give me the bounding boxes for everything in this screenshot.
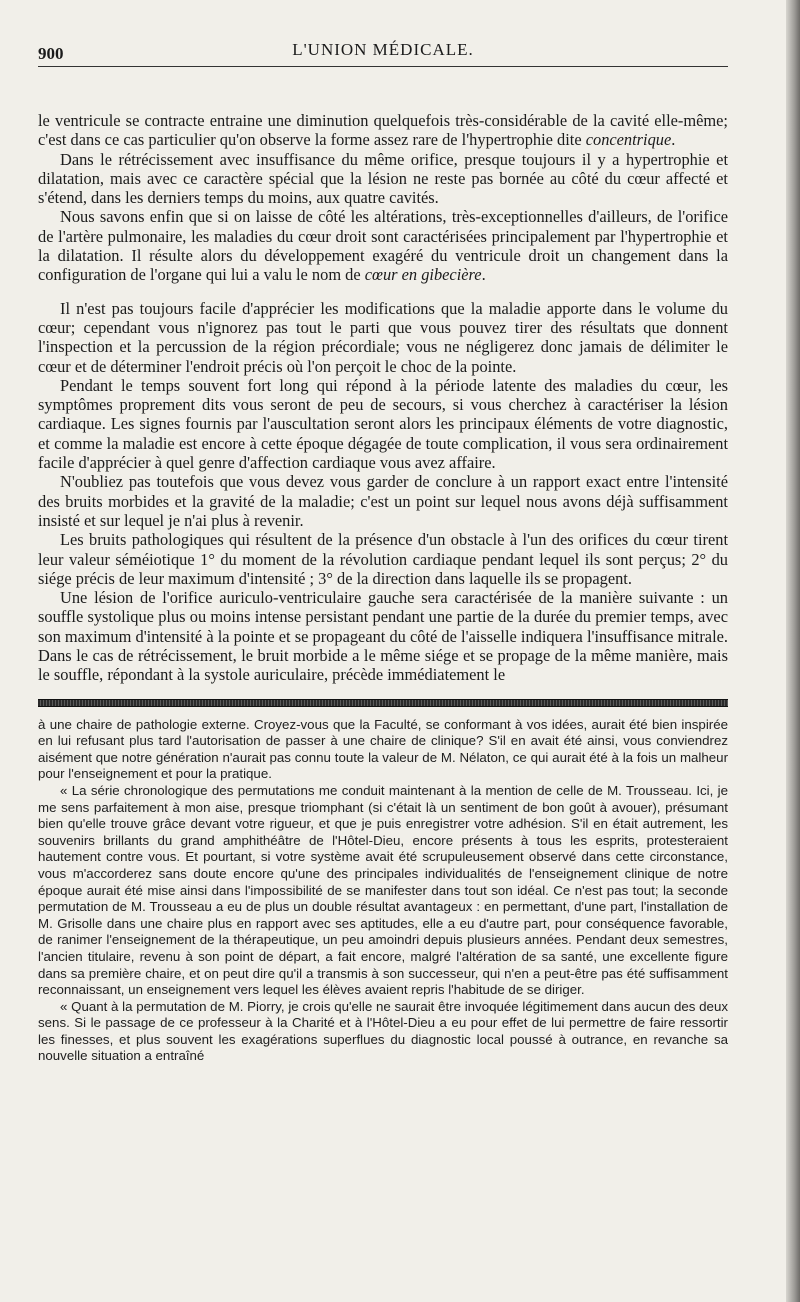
- paragraph-5: Pendant le temps souvent fort long qui répond à la période latente des maladies du cœur, les symptômes proprement dits vous seront de peu de secours, si vous cherchez à caractériser la lésion cardiaque. Les signes fournis par l'auscultation seront alors les principaux éléments de votre diagnostic, et comme la maladie est encore à cette époque dégagée de toute complication, il vous sera ordinairement facile d'apprécier à quel genre d'affection cardiaque vous avez affaire.: [38, 375, 728, 473]
- paragraph-6: N'oubliez pas toutefois que vous devez vous garder de conclure à un rapport exact entre l'intensité des bruits morbides et la gravité de la maladie; c'est un point sur lequel nous avons déjà suffisamment insisté et sur lequel je n'ai plus à revenir.: [38, 472, 728, 530]
- paragraph-1-italic: concentrique: [585, 130, 672, 150]
- footnote-separator: [38, 699, 728, 707]
- footnotes: [38, 717, 728, 1065]
- footnote-paragraph-1: à une chaire de pathologie externe. Croyez-vous que la Faculté, se conformant à vos idées, aurait été bien inspirée en lui refusant plus tard l'autorisation de passer à une chaire de clinique? S'il en avait été ainsi, vous conviendrez aisément que notre génération n'aurait pas connu toute la valeur de M. Nélaton, ce qui aurait été à la fois un malheur pour l'enseignement et pour la pratique.: [38, 716, 728, 782]
- paragraph-7: Les bruits pathologiques qui résultent de la présence d'un obstacle à l'un des orifices du cœur tirent leur valeur séméiotique 1° du moment de la révolution cardiaque pendant lequel ils sont perçus; 2° du siége précis de leur maximum d'intensité ; 3° de la direction dans laquelle ils se propagent.: [38, 530, 728, 588]
- paragraph-8: Une lésion de l'orifice auriculo-ventriculaire gauche sera caractérisée de la manière suivante : un souffle systolique plus ou moins intense persistant pendant une partie de la durée du premier temps, avec son maximum d'intensité à la pointe et se propageant du côté de l'aisselle indiquera l'insuffisance mitrale. Dans le cas de rétrécissement, le bruit morbide a le même siége et se propage de la même manière, mais le souffle, répondant à la systole auriculaire, précède immédiatement le: [38, 588, 728, 685]
- paragraph-1: [38, 111, 728, 150]
- paragraph-2: Dans le rétrécissement avec insuffisance du même orifice, presque toujours il y a hypertrophie et dilatation, mais avec ce caractère spécial que la lésion ne reste pas bornée au côté du cœur affecté et s'étend, dans les derniers temps du moins, aux quatre cavités.: [38, 149, 728, 208]
- paragraph-1-text: le ventricule se contracte entraine une diminution quelquefois très-considérable de la cavité elle-même; c'est dans ce cas particulier qu'on observe la forme assez rare de l'hypertrophie dite: [38, 111, 728, 150]
- paragraph-3-italic: cœur en gibecière: [364, 265, 482, 285]
- paragraph-4: Il n'est pas toujours facile d'apprécier les modifications que la maladie apporte dans le volume du cœur; cependant vous n'ignorez pas tout le parti que vous pouvez tirer des résultats que donnent l'inspection et la percussion de la région précordiale; vous ne négligerez donc jamais de délimiter le cœur et de déterminer l'endroit précis où l'on perçoit le choc de la pointe.: [38, 298, 728, 376]
- journal-title: L'UNION MÉDICALE.: [292, 40, 474, 59]
- paragraph-3-end: .: [481, 265, 486, 285]
- page-header: [38, 36, 728, 67]
- footnote-paragraph-3: « Quant à la permutation de M. Piorry, je crois qu'elle ne saurait être invoquée légitimement dans aucun des deux sens. Si le passage de ce professeur à la Charité et à l'Hôtel-Dieu a eu pour effet de lui permettre de faire ressortir les finesses, et plus souvent les exagérations superflues du diagnostic local poussé à outrance, en revanche sa nouvelle situation a entraîné: [38, 998, 728, 1064]
- footnote-paragraph-2: « La série chronologique des permutations me conduit maintenant à la mention de celle de M. Trousseau. Ici, je me sens parfaitement à mon aise, presque triomphant (si c'était là un sentiment de bon goût à avouer), présumant bien qu'elle trouve grâce devant votre rigueur, et que je puis enregistrer votre adhésion. S'il en était autrement, les souvenirs brillants du grand amphithéâtre de l'Hôtel-Dieu, encore présents à tous les esprits, protesteraient hautement contre vous. Et pourtant, si votre système avait été scrupuleusement observé dans cette circonstance, vous m'accorderez sans doute encore qu'une des principales individualités de l'enseignement clinique de notre époque aurait été mise ainsi dans l'impossibilité de se manifester dans tout son idéal. Ce n'est pas tout; la seconde permutation de M. Trousseau a eu de plus un double résultat avantageux : en permettant, d'une part, l'installation de M. Grisolle dans une chaire plus en rapport avec ses aptitudes, elle a eu d'autre part, pour conséquence favorable, de ranimer l'enseignement de la thérapeutique, un peu amoindri depuis plusieurs années. Pendant deux semestres, l'ancien titulaire, revenu à son point de départ, a fait encore, malgré l'altération de sa santé, une excellente figure dans sa première chaire, et on peut dire qu'il a transmis à son successeur, qui n'en a peut-être pas été suffisamment reconnaissant, un enseignement vers lequel les élèves avaient repris l'habitude de se diriger.: [38, 782, 728, 998]
- paragraph-1-end: .: [671, 130, 676, 150]
- page-number: 900: [38, 44, 64, 63]
- paragraph-3-text: Nous savons enfin que si on laisse de côté les altérations, très-exceptionnelles d'ailleurs, de l'orifice de l'artère pulmonaire, les maladies du cœur droit sont caractérisées principalement par l'hypertrophie et la dilatation. Il résulte alors du développement exagéré du ventricule droit un changement dans la configuration de l'organe qui lui a valu le nom de: [38, 207, 728, 285]
- paragraph-3: [38, 207, 728, 284]
- main-text: [38, 111, 728, 685]
